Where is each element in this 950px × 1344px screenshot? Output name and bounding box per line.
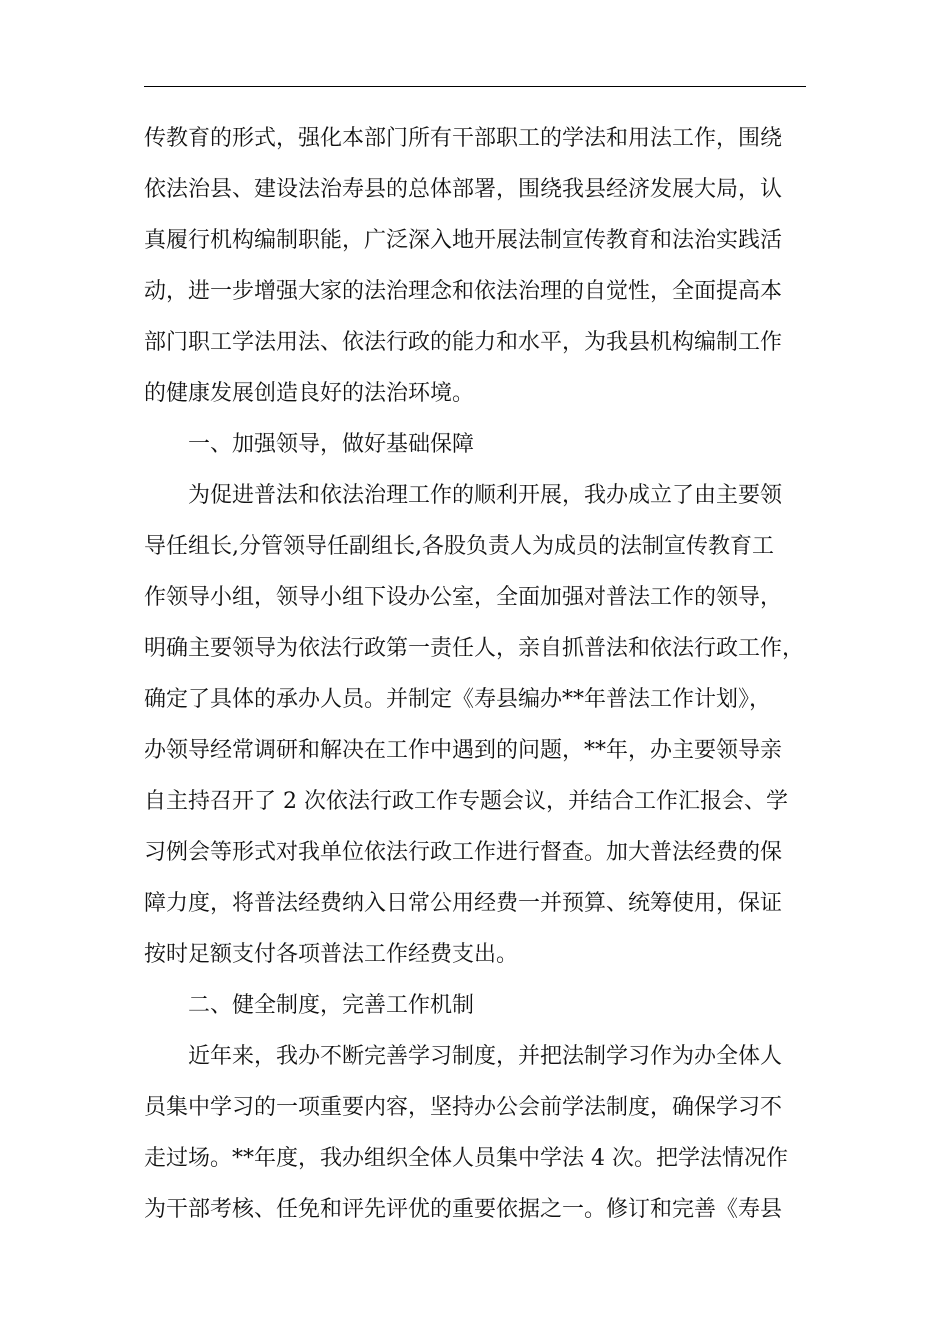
text-line: 习例会等形式对我单位依法行政工作进行督查。加大普法经费的保 [144, 840, 783, 865]
text-line: 员集中学习的一项重要内容，坚持办公会前学法制度，确保学习不 [144, 1095, 783, 1120]
text-line: 动，进一步增强大家的法治理念和依法治理的自觉性，全面提高本 [144, 279, 783, 304]
text-line: 真履行机构编制职能，广泛深入地开展法制宣传教育和法治实践活 [144, 228, 783, 253]
section-heading-leadership [144, 419, 824, 470]
section-heading-system [144, 980, 824, 1031]
paragraph-leadership [144, 470, 824, 980]
text-line: 传教育的形式，强化本部门所有干部职工的学法和用法工作，围绕 [144, 126, 783, 151]
text-line: 障力度，将普法经费纳入日常公用经费一并预算、统筹使用，保证 [144, 891, 783, 916]
text-line: 为促进普法和依法治理工作的顺利开展，我办成立了由主要领 [188, 483, 783, 508]
text-line: 作领导小组，领导小组下设办公室，全面加强对普法工作的领导， [144, 585, 783, 610]
text-line: 办领导经常调研和解决在工作中遇到的问题，**年，办主要领导亲 [144, 738, 783, 763]
header-rule [144, 86, 806, 87]
section-heading: 二、健全制度，完善工作机制 [188, 993, 475, 1018]
text-line: 部门职工学法用法、依法行政的能力和水平，为我县机构编制工作 [144, 330, 783, 355]
text-line: 自主持召开了 2 次依法行政工作专题会议，并结合工作汇报会、学 [144, 789, 788, 814]
section-heading: 一、加强领导，做好基础保障 [188, 432, 475, 457]
text-line: 近年来，我办不断完善学习制度，并把法制学习作为办全体人 [188, 1044, 783, 1069]
text-line: 为干部考核、任免和评先评优的重要依据之一。修订和完善《寿县 [144, 1197, 783, 1222]
text-line: 明确主要领导为依法行政第一责任人，亲自抓普法和依法行政工作， [144, 636, 805, 661]
text-line: 的健康发展创造良好的法治环境。 [144, 381, 475, 406]
text-line: 按时足额支付各项普法工作经费支出。 [144, 942, 519, 967]
text-line: 导任组长,分管领导任副组长,各股负责人为成员的法制宣传教育工 [144, 534, 774, 559]
paragraph-continuation [144, 113, 824, 419]
paragraph-system [144, 1031, 824, 1235]
text-line: 确定了具体的承办人员。并制定《寿县编办**年普法工作计划》， [144, 687, 772, 712]
text-line: 走过场。**年度，我办组织全体人员集中学法 4 次。把学法情况作 [144, 1146, 788, 1171]
document-body [144, 113, 824, 1235]
text-line: 依法治县、建设法治寿县的总体部署，围绕我县经济发展大局，认 [144, 177, 783, 202]
